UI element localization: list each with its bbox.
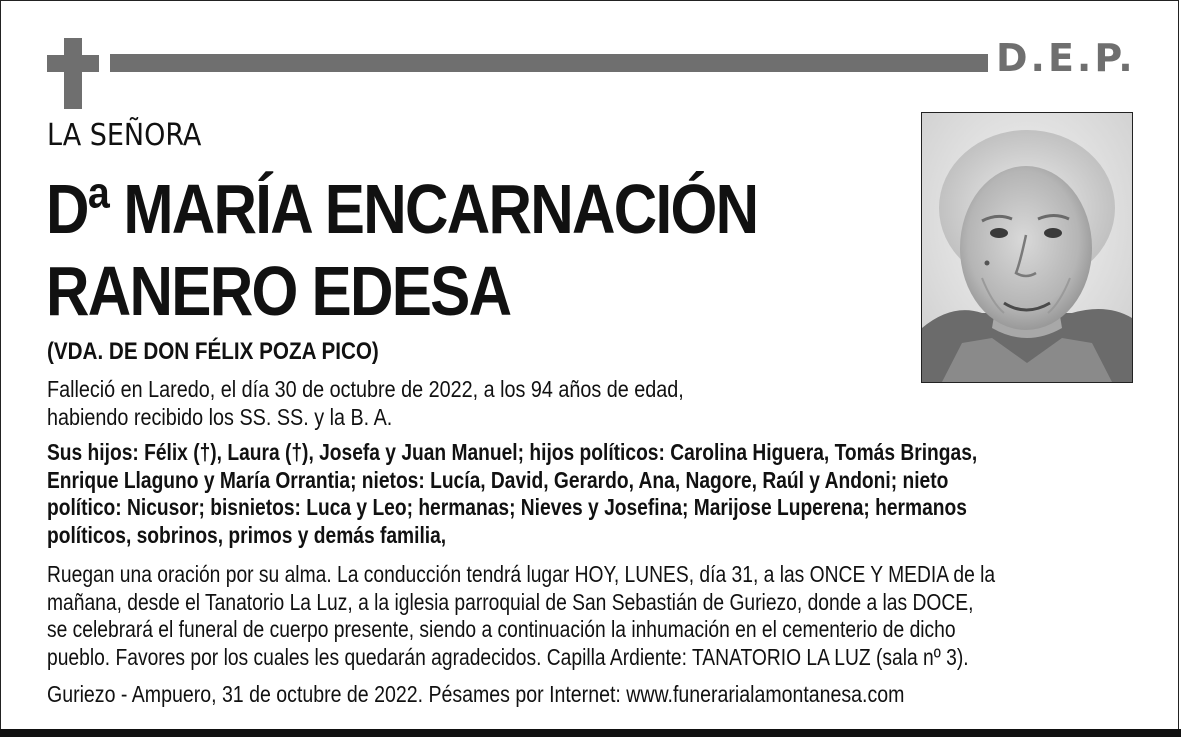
dep-abbreviation: D.E.P. bbox=[996, 36, 1136, 80]
death-notice bbox=[47, 376, 684, 431]
name-line-1: Dª MARÍA ENCARNACIÓN bbox=[46, 170, 758, 248]
deceased-name bbox=[46, 168, 757, 332]
funeral-details bbox=[47, 561, 995, 671]
portrait-image bbox=[922, 113, 1132, 382]
funeral-line: pueblo. Favores por los cuales les quedarán agradecidos. Capilla Ardiente: TANATORIO LA LUZ (sala nº 3). bbox=[47, 643, 969, 670]
family-line: políticos, sobrinos, primos y demás familia, bbox=[47, 521, 447, 548]
family-list bbox=[47, 439, 977, 549]
death-line: habiendo recibido los SS. SS. y la B. A. bbox=[47, 403, 393, 430]
name-line-2: RANERO EDESA bbox=[46, 252, 511, 330]
family-line: Enrique Llaguno y María Orrantia; nietos: Lucía, David, Gerardo, Ana, Nagore, Raúl y Andoni; nieto bbox=[47, 466, 949, 493]
funeral-line: Ruegan una oración por su alma. La conducción tendrá lugar HOY, LUNES, día 31, a las ONCE Y MEDIA de la bbox=[47, 561, 996, 587]
funeral-line: mañana, desde el Tanatorio La Luz, a la iglesia parroquial de San Sebastián de Guriezo, donde a las DOCE, bbox=[47, 588, 974, 615]
portrait-photo bbox=[921, 112, 1133, 383]
footer-place-date: Guriezo - Ampuero, 31 de octubre de 2022. Pésames por Internet: www.funerarialamontanesa.com bbox=[47, 681, 905, 707]
family-line: político: Nicusor; bisnietos: Luca y Leo; hermanas; Nieves y Josefina; Marijose Luperena; hermanos bbox=[47, 494, 967, 520]
cross-vertical-bar bbox=[64, 38, 82, 109]
family-line: Sus hijos: Félix (†), Laura (†), Josefa y Juan Manuel; hijos políticos: Carolina Higuera, Tomás Bringas, bbox=[47, 439, 978, 465]
death-line: Falleció en Laredo, el día 30 de octubre de 2022, a los 94 años de edad, bbox=[47, 376, 684, 402]
honorific: LA SEÑORA bbox=[47, 118, 202, 153]
header-rule bbox=[110, 54, 988, 72]
bottom-rule bbox=[0, 729, 1181, 737]
widow-of: (VDA. DE DON FÉLIX POZA PICO) bbox=[47, 338, 379, 365]
funeral-line: se celebrará el funeral de cuerpo presente, siendo a continuación la inhumación en el cementerio de dicho bbox=[47, 616, 956, 642]
cross-horizontal-bar bbox=[47, 55, 99, 72]
